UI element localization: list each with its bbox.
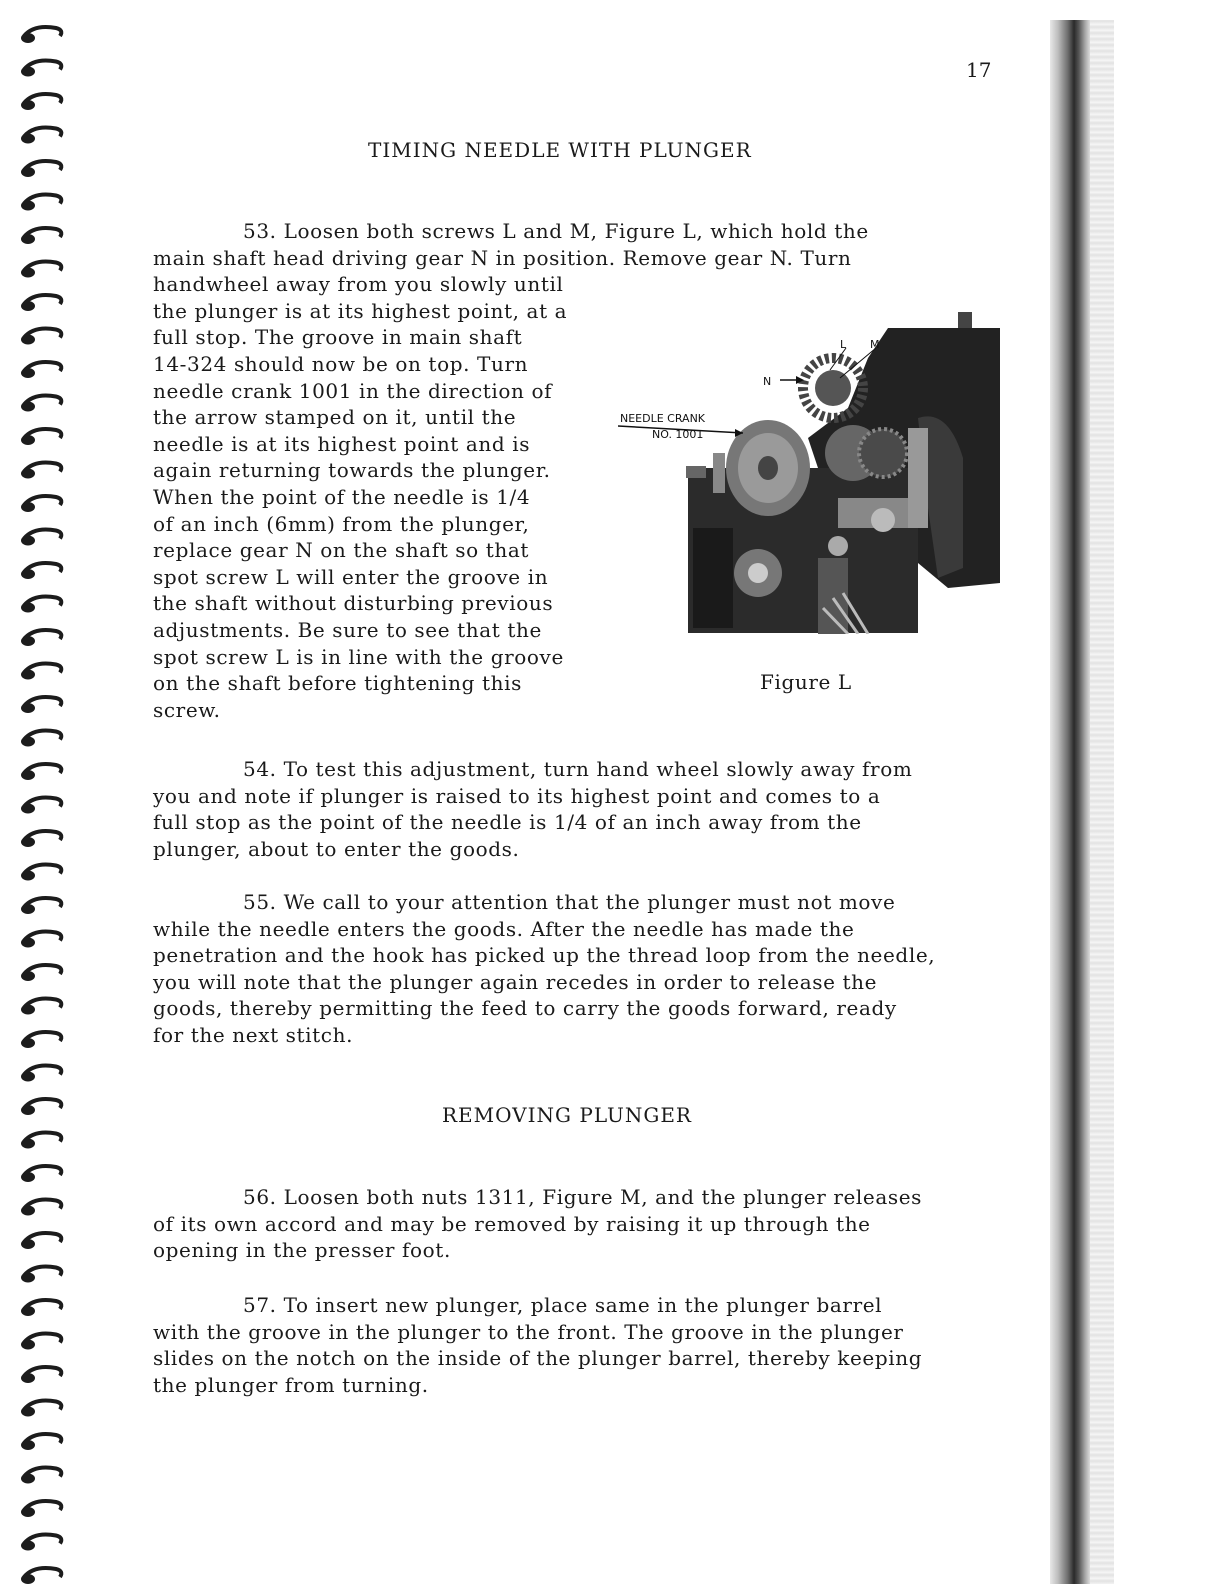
binding-coil (21, 496, 61, 512)
paragraph-53-line: again returning towards the plunger. (153, 458, 551, 483)
paragraph-57-line: the plunger from turning. (153, 1372, 429, 1397)
binding-coil (21, 295, 61, 311)
figure-caption: Figure L (760, 670, 852, 694)
binding-coil (21, 396, 61, 412)
binding-coil (21, 1233, 61, 1249)
paragraph-55-line: for the next stitch. (153, 1023, 354, 1047)
paragraph-55-line: you will note that the plunger again recedes in order to release the (153, 969, 878, 994)
paragraph-55-line: penetration and the hook has picked up the thread loop from the needle, (153, 943, 936, 968)
figure-l-machine-illustration (618, 308, 1000, 634)
binding-coil (21, 1334, 61, 1350)
binding-coil (21, 1468, 61, 1484)
binding-coil (21, 563, 61, 579)
binding-coil (21, 329, 61, 345)
binding-coil (21, 362, 61, 378)
binding-coil (21, 1401, 61, 1417)
section-heading-removing: REMOVING PLUNGER (442, 1103, 692, 1127)
binding-coil (21, 999, 61, 1015)
binding-coil (21, 965, 61, 981)
binding-coil (21, 1066, 61, 1082)
binding-coil (21, 1501, 61, 1517)
paragraph-53-line: adjustments. Be sure to see that the (153, 618, 542, 642)
binding-coil (21, 530, 61, 546)
binding-coil (21, 731, 61, 747)
binding-coil (21, 1367, 61, 1383)
binding-coil (21, 128, 61, 144)
paragraph-53-line: the shaft without disturbing previous (153, 591, 554, 616)
binding-coil (21, 27, 61, 43)
paragraph-53-line: When the point of the needle is 1/4 (153, 485, 531, 509)
paragraph-53-line: 53. Loosen both screws L and M, Figure L, which hold the (243, 219, 869, 243)
binding-coil (21, 1568, 61, 1584)
paragraph-53-line: full stop. The groove in main shaft (153, 325, 523, 350)
paragraph-56-line: opening in the presser foot. (153, 1238, 451, 1263)
paragraph-54-line: full stop as the point of the needle is 1/4 of an inch away from the (153, 810, 862, 835)
paragraph-53-line: needle is at its highest point and is (153, 431, 531, 456)
binding-coil (21, 463, 61, 479)
paragraph-53-line: the arrow stamped on it, until the (153, 405, 517, 430)
paragraph-53-line: screw. (153, 697, 221, 722)
label-n: N (763, 375, 772, 388)
binding-coil (21, 1300, 61, 1316)
binding-coil (21, 1032, 61, 1048)
paragraph-55-line: 55. We call to your attention that the plunger must not move (243, 890, 896, 914)
label-m: M (870, 338, 880, 351)
label-l: L (840, 338, 847, 351)
paragraph-53-line: the plunger is at its highest point, at a (153, 298, 568, 323)
page-edge-shadow (1050, 20, 1090, 1584)
binding-coil (21, 932, 61, 948)
binding-coil (21, 1535, 61, 1551)
paragraph-53-line: replace gear N on the shaft so that (153, 538, 530, 563)
label-needle-crank-number: NO. 1001 (652, 428, 704, 441)
paragraph-53-line: on the shaft before tightening this (153, 671, 522, 696)
paragraph-54-line: plunger, about to enter the goods. (153, 836, 520, 861)
paragraph-53-line: main shaft head driving gear N in position. Remove gear N. Turn (153, 245, 852, 270)
binding-coil (21, 630, 61, 646)
paragraph-57-line: with the groove in the plunger to the front. The groove in the plunger (153, 1319, 904, 1344)
page-edge-texture (1090, 20, 1114, 1584)
binding-coil (21, 664, 61, 680)
paragraph-56-line: of its own accord and may be removed by raising it up through the (153, 1211, 871, 1236)
paragraph-53-line: 14-324 should now be on top. Turn (153, 352, 529, 376)
binding-coil (21, 1099, 61, 1115)
paragraph-53-line: handwheel away from you slowly until (153, 272, 564, 297)
binding-coil (21, 697, 61, 713)
binding-coil (21, 61, 61, 77)
paragraph-53-line: spot screw L will enter the groove in (153, 564, 549, 589)
binding-coil (21, 1133, 61, 1149)
paragraph-57-line: slides on the notch on the inside of the plunger barrel, thereby keeping (153, 1346, 923, 1371)
binding-coil (21, 798, 61, 814)
paragraph-53-line: spot screw L is in line with the groove (153, 644, 564, 669)
spiral-binding (0, 0, 70, 1584)
section-heading-timing: TIMING NEEDLE WITH PLUNGER (368, 138, 752, 162)
binding-coil (21, 764, 61, 780)
paragraph-55-line: while the needle enters the goods. After the needle has made the (153, 916, 855, 941)
binding-coil (21, 597, 61, 613)
binding-coil (21, 1200, 61, 1216)
binding-coil (21, 831, 61, 847)
paragraph-54-line: 54. To test this adjustment, turn hand wheel slowly away from (243, 757, 913, 781)
binding-coil (21, 898, 61, 914)
paragraph-53-line: needle crank 1001 in the direction of (153, 378, 553, 403)
paragraph-55-line: goods, thereby permitting the feed to carry the goods forward, ready (153, 996, 897, 1021)
binding-coil (21, 262, 61, 278)
binding-coil (21, 1267, 61, 1283)
binding-coil (21, 865, 61, 881)
binding-coil (21, 161, 61, 177)
paragraph-57-line: 57. To insert new plunger, place same in the plunger barrel (243, 1293, 883, 1317)
binding-coil (21, 195, 61, 211)
paragraph-53-line: of an inch (6mm) from the plunger, (153, 511, 530, 536)
binding-coil (21, 228, 61, 244)
page-number: 17 (966, 58, 992, 82)
binding-coil (21, 1434, 61, 1450)
paragraph-56-line: 56. Loosen both nuts 1311, Figure M, and the plunger releases (243, 1185, 923, 1209)
paragraph-54-line: you and note if plunger is raised to its highest point and comes to a (153, 783, 881, 808)
binding-coil (21, 94, 61, 110)
binding-coil (21, 429, 61, 445)
binding-coil (21, 1166, 61, 1182)
label-needle-crank: NEEDLE CRANK (620, 412, 706, 425)
